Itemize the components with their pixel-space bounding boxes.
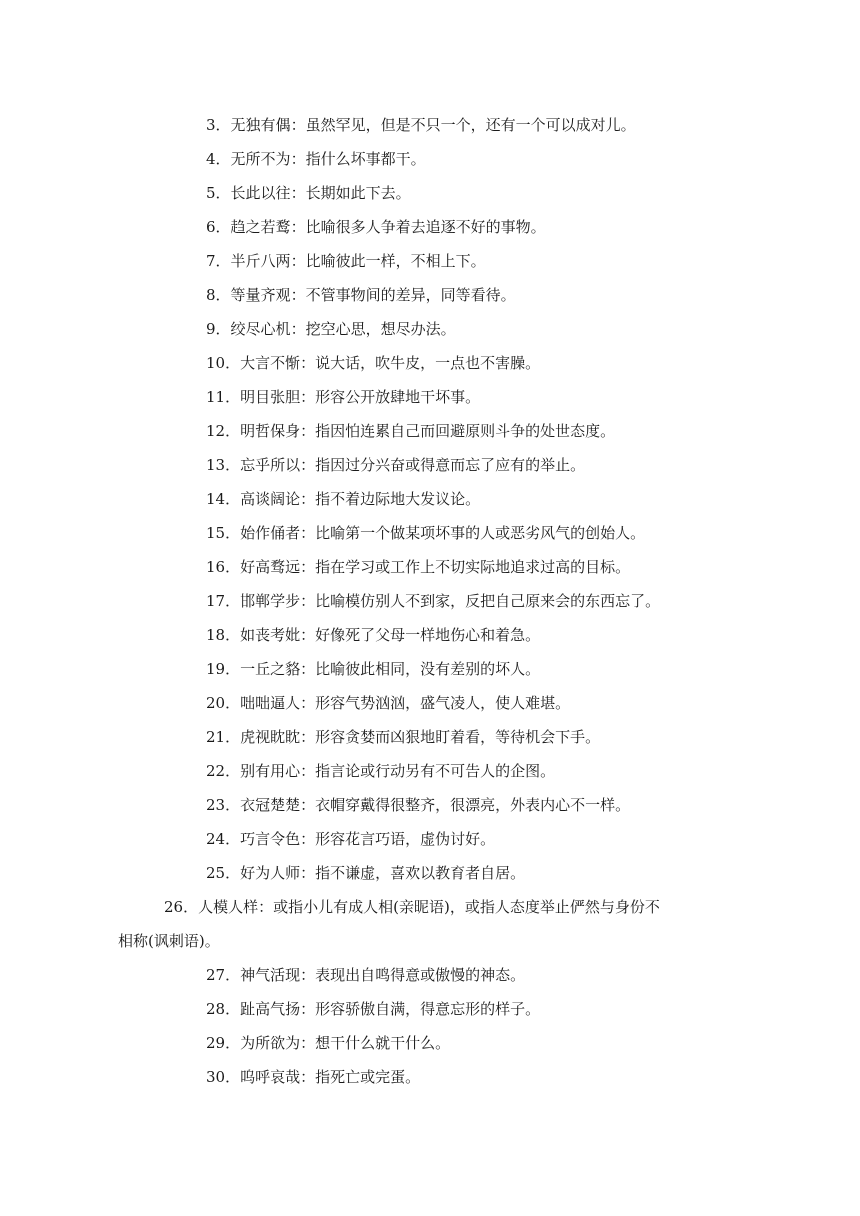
list-item bbox=[122, 1026, 742, 1060]
idiom-term: 大言不惭 bbox=[240, 354, 301, 372]
idiom-definition: ：指不谦虚，喜欢以教育者自居。 bbox=[300, 864, 526, 882]
idiom-definition: ：形容气势汹汹，盛气凌人，使人难堪。 bbox=[300, 694, 571, 712]
idiom-term: 长此以往 bbox=[230, 184, 291, 202]
item-number: 16． bbox=[206, 558, 241, 576]
list-item bbox=[122, 1060, 742, 1094]
item-number: 21． bbox=[206, 728, 241, 746]
item-number: 14． bbox=[206, 490, 241, 508]
list-item bbox=[122, 550, 742, 584]
idiom-term: 高谈阔论 bbox=[240, 490, 301, 508]
list-item bbox=[122, 380, 742, 414]
idiom-term: 虎视眈眈 bbox=[240, 728, 301, 746]
idiom-definition: ：比喻彼此一样，不相上下。 bbox=[290, 252, 486, 270]
idiom-term: 明目张胆 bbox=[240, 388, 301, 406]
idiom-definition: ：或指小儿有成人相(亲昵语)，或指人态度举止俨然与身份不 bbox=[258, 898, 660, 916]
idiom-term: 绞尽心机 bbox=[230, 320, 291, 338]
idiom-term: 趋之若鹜 bbox=[230, 218, 291, 236]
idiom-term: 为所欲为 bbox=[240, 1034, 301, 1052]
list-item bbox=[122, 176, 742, 210]
idiom-definition: ：不管事物间的差异，同等看待。 bbox=[290, 286, 516, 304]
item-number: 5． bbox=[206, 184, 231, 202]
idiom-term: 邯郸学步 bbox=[240, 592, 301, 610]
idiom-term: 始作俑者 bbox=[240, 524, 301, 542]
list-item bbox=[122, 686, 742, 720]
list-item bbox=[122, 754, 742, 788]
idiom-definition: ：指死亡或完蛋。 bbox=[300, 1068, 421, 1086]
idiom-term: 趾高气扬 bbox=[240, 1000, 301, 1018]
idiom-definition: ：表现出自鸣得意或傲慢的神态。 bbox=[300, 966, 526, 984]
item-number: 7． bbox=[206, 252, 231, 270]
idiom-definition: ：说大话，吹牛皮，一点也不害臊。 bbox=[300, 354, 541, 372]
list-item bbox=[122, 958, 742, 992]
list-item bbox=[122, 278, 742, 312]
idiom-definition: ：形容骄傲自满，得意忘形的样子。 bbox=[300, 1000, 541, 1018]
idiom-list bbox=[118, 108, 742, 1094]
item-number: 30． bbox=[206, 1068, 241, 1086]
idiom-term: 好为人师 bbox=[240, 864, 301, 882]
item-number: 24． bbox=[206, 830, 241, 848]
idiom-term: 好高骛远 bbox=[240, 558, 301, 576]
idiom-definition: ：形容贪婪而凶狠地盯着看，等待机会下手。 bbox=[300, 728, 601, 746]
list-item bbox=[122, 210, 742, 244]
idiom-definition: ：指言论或行动另有不可告人的企图。 bbox=[300, 762, 556, 780]
idiom-definition: ：衣帽穿戴得很整齐，很漂亮，外表内心不一样。 bbox=[300, 796, 631, 814]
item-number: 29． bbox=[206, 1034, 241, 1052]
idiom-term: 半斤八两 bbox=[230, 252, 291, 270]
idiom-term: 忘乎所以 bbox=[240, 456, 301, 474]
item-number: 6． bbox=[206, 218, 231, 236]
list-item bbox=[122, 584, 742, 618]
list-item bbox=[122, 788, 742, 822]
item-number: 4． bbox=[206, 150, 231, 168]
item-number: 15． bbox=[206, 524, 241, 542]
item-number: 10． bbox=[206, 354, 241, 372]
list-item bbox=[122, 244, 742, 278]
list-item bbox=[122, 822, 742, 856]
idiom-definition: ：长期如此下去。 bbox=[290, 184, 411, 202]
idiom-definition: ：比喻很多人争着去追逐不好的事物。 bbox=[290, 218, 546, 236]
list-item bbox=[122, 482, 742, 516]
idiom-definition: ：指因过分兴奋或得意而忘了应有的举止。 bbox=[300, 456, 586, 474]
item-number: 20． bbox=[206, 694, 241, 712]
item-number: 28． bbox=[206, 1000, 241, 1018]
item-number: 11． bbox=[206, 388, 241, 406]
idiom-definition: ：好像死了父母一样地伤心和着急。 bbox=[300, 626, 541, 644]
idiom-term: 巧言令色 bbox=[240, 830, 301, 848]
item-number: 23． bbox=[206, 796, 241, 814]
idiom-term: 神气活现 bbox=[240, 966, 301, 984]
list-item bbox=[122, 618, 742, 652]
item-number: 12． bbox=[206, 422, 241, 440]
item-number: 18． bbox=[206, 626, 241, 644]
list-item bbox=[122, 856, 742, 890]
idiom-definition: ：挖空心思，想尽办法。 bbox=[290, 320, 456, 338]
idiom-definition: ：虽然罕见，但是不只一个，还有一个可以成对儿。 bbox=[290, 116, 636, 134]
item-number: 26． bbox=[164, 898, 199, 916]
list-item bbox=[118, 890, 742, 958]
list-item bbox=[122, 516, 742, 550]
item-number: 13． bbox=[206, 456, 241, 474]
idiom-term: 明哲保身 bbox=[240, 422, 301, 440]
idiom-definition: ：比喻彼此相同，没有差别的坏人。 bbox=[300, 660, 541, 678]
list-item bbox=[122, 346, 742, 380]
list-item bbox=[122, 414, 742, 448]
list-item bbox=[122, 448, 742, 482]
idiom-definition: ：指什么坏事都干。 bbox=[290, 150, 426, 168]
wrapped-line-continuation: 相称(讽刺语)。 bbox=[118, 932, 220, 950]
idiom-term: 呜呼哀哉 bbox=[240, 1068, 301, 1086]
list-item bbox=[122, 142, 742, 176]
item-number: 27． bbox=[206, 966, 241, 984]
wrapped-line-first bbox=[122, 890, 742, 924]
list-item bbox=[122, 108, 742, 142]
idiom-definition: ：形容公开放肆地干坏事。 bbox=[300, 388, 481, 406]
idiom-definition: ：指因怕连累自己而回避原则斗争的处世态度。 bbox=[300, 422, 616, 440]
idiom-term: 无独有偶 bbox=[230, 116, 291, 134]
list-item bbox=[122, 652, 742, 686]
idiom-term: 衣冠楚楚 bbox=[240, 796, 301, 814]
item-number: 17． bbox=[206, 592, 241, 610]
idiom-term: 一丘之貉 bbox=[240, 660, 301, 678]
idiom-term: 咄咄逼人 bbox=[240, 694, 301, 712]
item-number: 9． bbox=[206, 320, 231, 338]
idiom-term: 人模人样 bbox=[198, 898, 259, 916]
idiom-definition: ：指不着边际地大发议论。 bbox=[300, 490, 481, 508]
list-item bbox=[122, 992, 742, 1026]
idiom-definition: ：比喻模仿别人不到家，反把自己原来会的东西忘了。 bbox=[300, 592, 661, 610]
item-number: 19． bbox=[206, 660, 241, 678]
idiom-term: 无所不为 bbox=[230, 150, 291, 168]
item-number: 22． bbox=[206, 762, 241, 780]
idiom-definition: ：指在学习或工作上不切实际地追求过高的目标。 bbox=[300, 558, 631, 576]
idiom-term: 别有用心 bbox=[240, 762, 301, 780]
idiom-definition: ：形容花言巧语，虚伪讨好。 bbox=[300, 830, 496, 848]
list-item bbox=[122, 720, 742, 754]
item-number: 3． bbox=[206, 116, 231, 134]
idiom-term: 如丧考妣 bbox=[240, 626, 301, 644]
item-number: 25． bbox=[206, 864, 241, 882]
idiom-definition: ：想干什么就干什么。 bbox=[300, 1034, 451, 1052]
list-item bbox=[122, 312, 742, 346]
idiom-definition: ：比喻第一个做某项坏事的人或恶劣风气的创始人。 bbox=[300, 524, 646, 542]
idiom-term: 等量齐观 bbox=[230, 286, 291, 304]
item-number: 8． bbox=[206, 286, 231, 304]
